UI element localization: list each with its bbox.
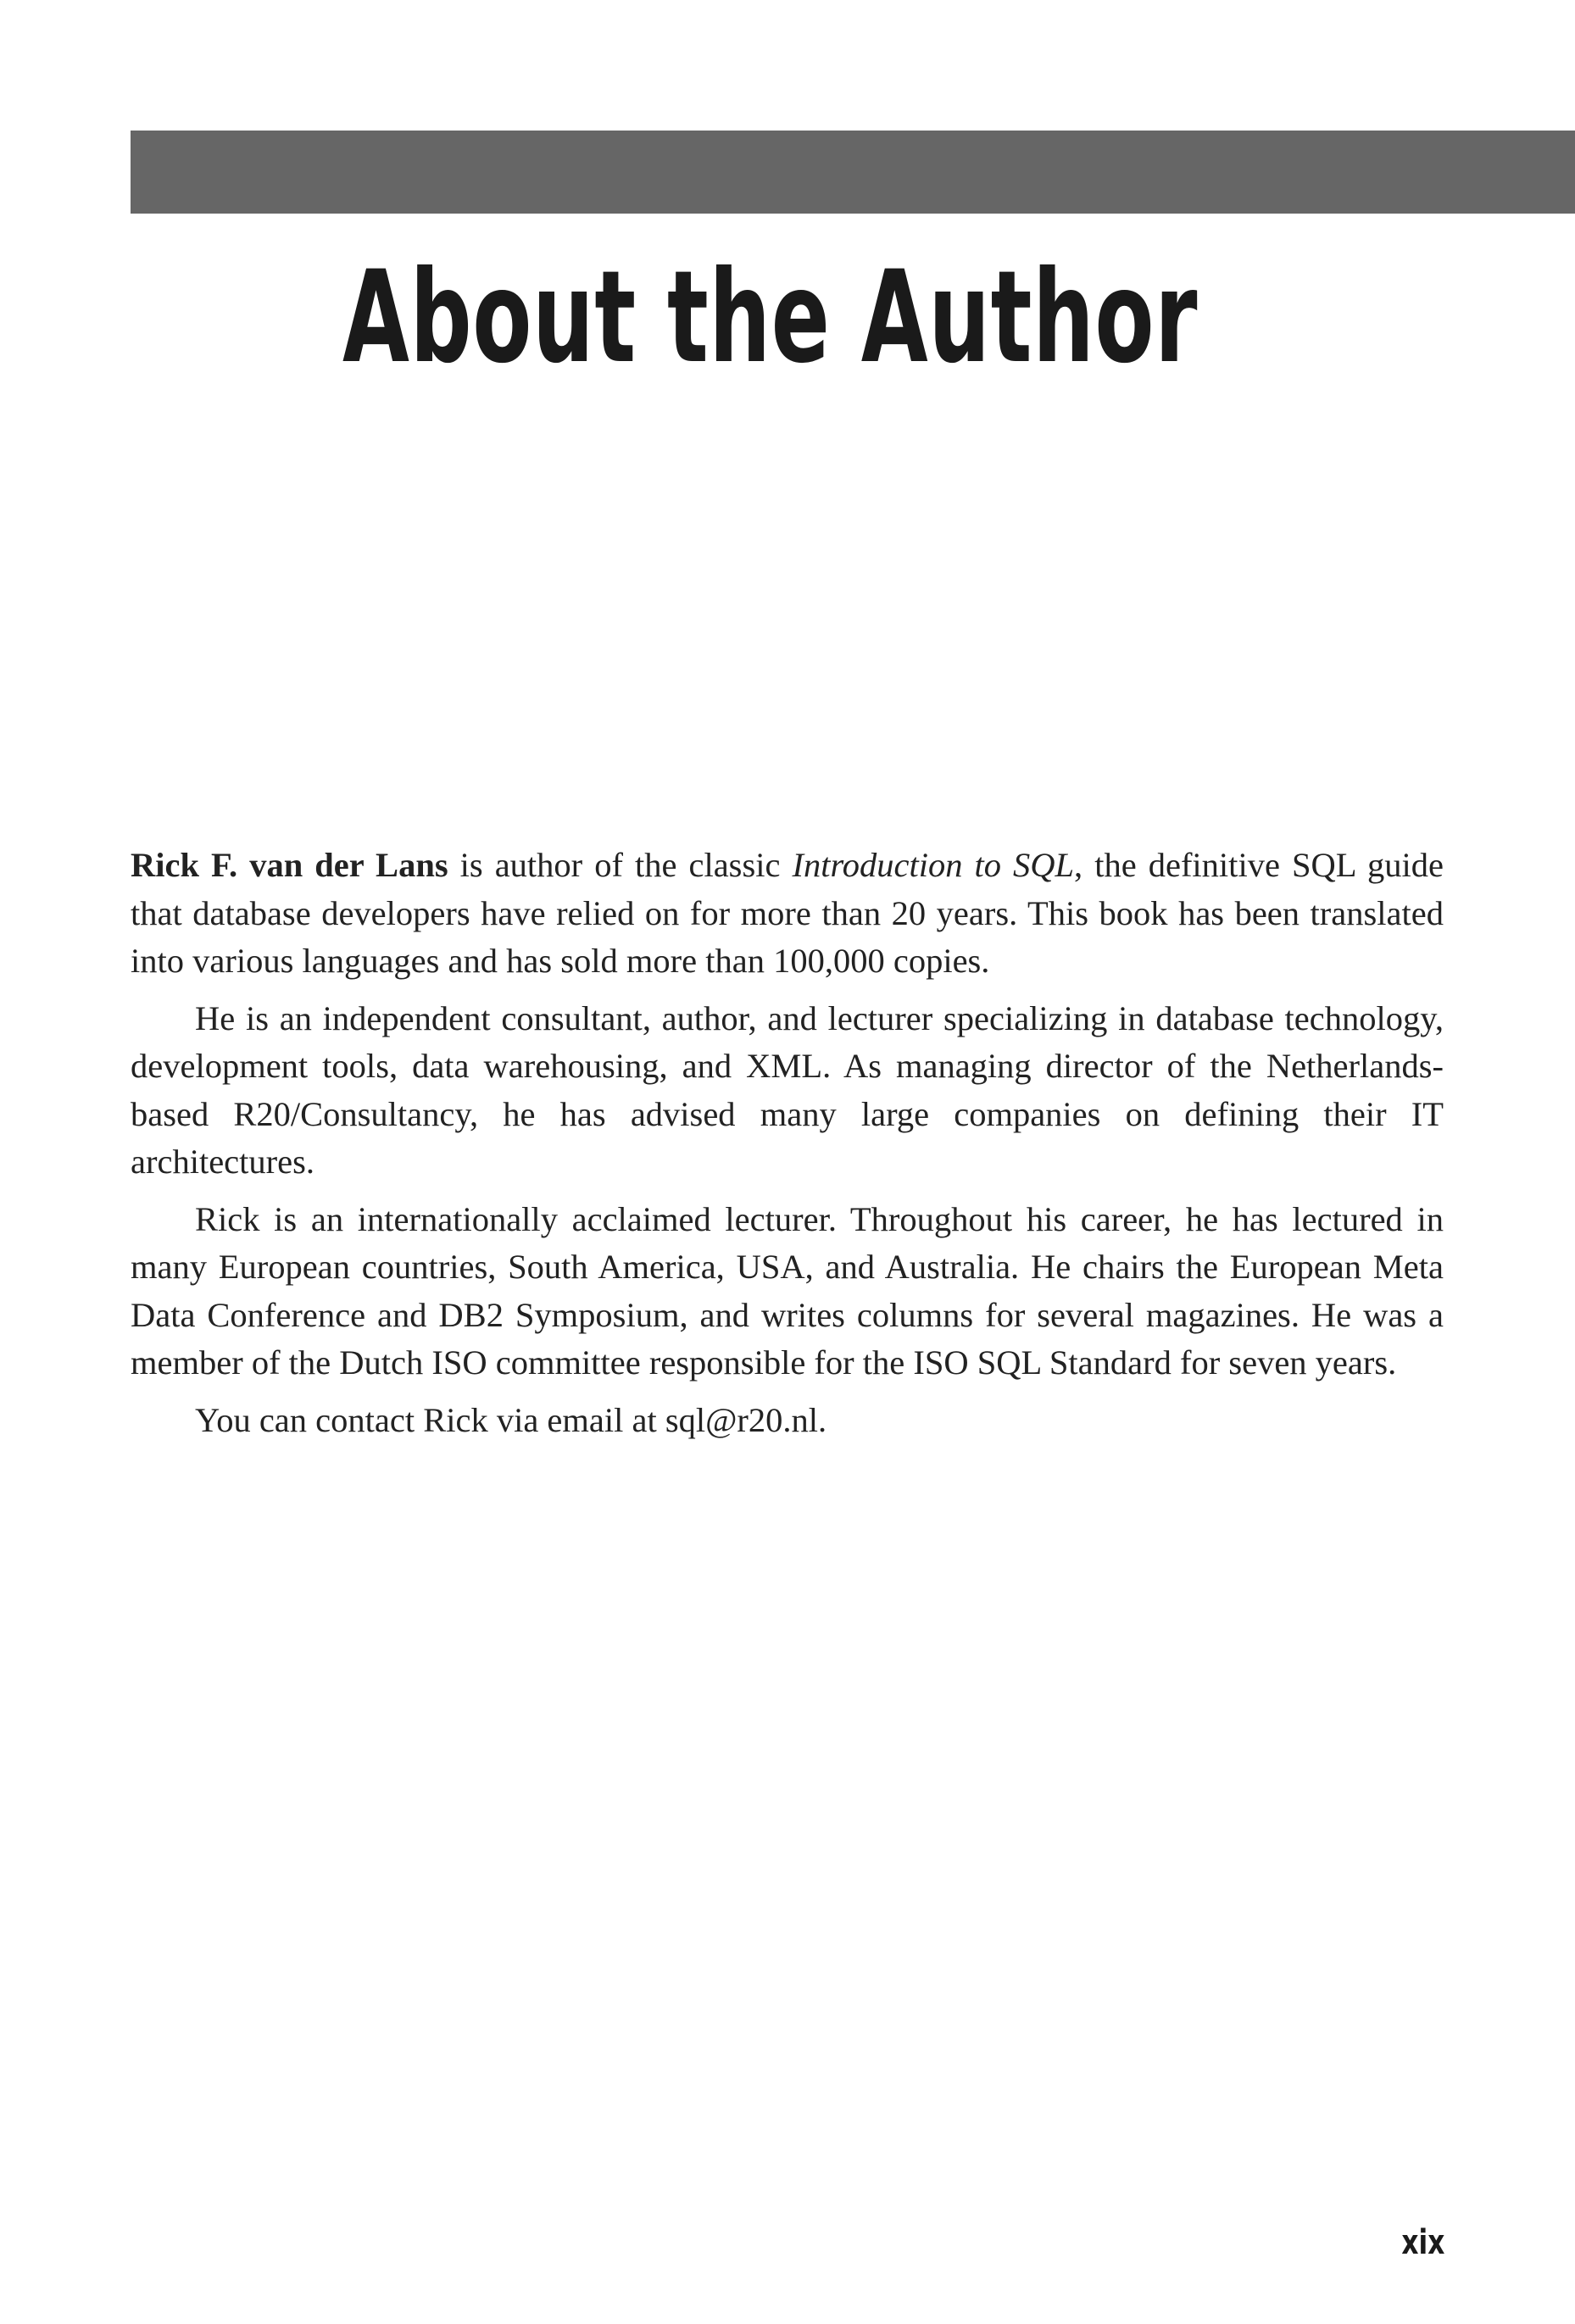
chapter-header-bar — [131, 131, 1575, 214]
bio-paragraph-4: You can contact Rick via email at sql@r20.nl. — [195, 1400, 827, 1439]
author-bio — [131, 842, 1444, 1454]
author-name: Rick F. van der Lans — [131, 846, 448, 884]
chapter-title: About the Author — [342, 244, 1199, 392]
book-title: Introduction to SQL — [792, 846, 1075, 884]
bio-paragraph-1-text-b: , the definitive SQL guide that database developers have relied on for more than 20 years. This book has been translated into various languages and has sold more than 100,000 copies. — [131, 846, 1444, 980]
bio-paragraph-2: He is an independent consultant, author, and lecturer specializing in database technology, development tools, data warehousing, and XML. As managing director of the Netherlands-based R20/Consultancy, he has advised many large companies on defining their IT architectures. — [131, 998, 1444, 1181]
bio-paragraph-3: Rick is an internationally acclaimed lecturer. Throughout his career, he has lectured in many European countries, South America, USA, and Australia. He chairs the European Meta Data Conference and DB2 Symposium, and writes columns for several magazines. He was a member of the Dutch ISO committee responsible for the ISO SQL Standard for seven years. — [131, 1199, 1444, 1382]
page-number: xix — [1401, 2223, 1444, 2262]
bio-paragraph-1-text-a: is author of the classic — [448, 846, 793, 884]
bio-paragraph-1 — [131, 842, 1444, 986]
